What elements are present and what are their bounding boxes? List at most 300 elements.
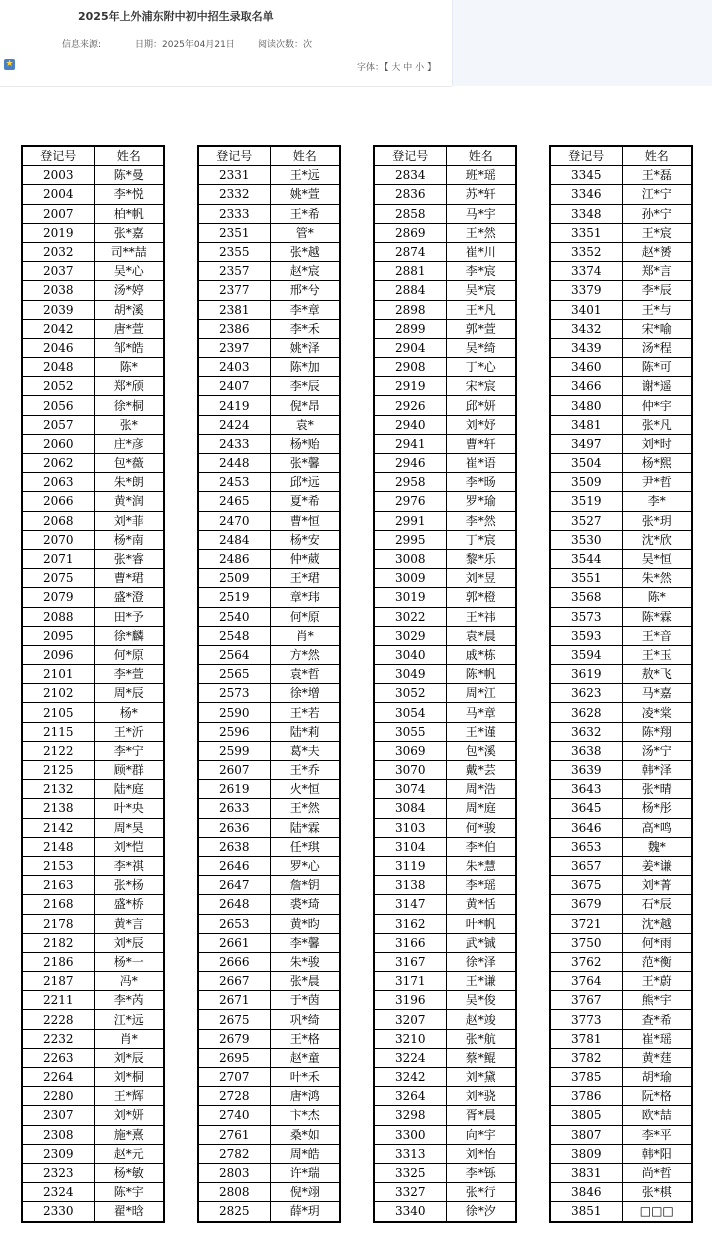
student-name-cell: □□□: [622, 1202, 692, 1222]
reg-number-cell: 2590: [198, 703, 270, 722]
table-row: [374, 492, 516, 511]
reg-number-cell: 2803: [198, 1163, 270, 1182]
reg-number-cell: 3019: [374, 588, 446, 607]
student-name-cell: 于*茵: [270, 991, 340, 1010]
reg-number-cell: 3481: [550, 415, 622, 434]
reg-number-cell: 2728: [198, 1087, 270, 1106]
student-name-cell: 徐*增: [270, 684, 340, 703]
student-name-cell: 陆*霖: [270, 818, 340, 837]
table-row: [374, 684, 516, 703]
student-name-cell: 魏*: [622, 837, 692, 856]
table-row: [374, 780, 516, 799]
reg-number-cell: 2638: [198, 837, 270, 856]
reg-number-cell: 2046: [22, 338, 94, 357]
reg-number-cell: 3638: [550, 741, 622, 760]
student-name-cell: 徐*泽: [446, 952, 516, 971]
student-name-cell: 李*辰: [270, 377, 340, 396]
reg-number-cell: 2182: [22, 933, 94, 952]
table-row: [374, 952, 516, 971]
table-row: [198, 473, 340, 492]
reg-number-cell: 3166: [374, 933, 446, 952]
table-row: [374, 607, 516, 626]
reg-number-cell: 2142: [22, 818, 94, 837]
reg-number-cell: 2836: [374, 185, 446, 204]
table-row: [22, 722, 164, 741]
student-name-cell: 江*宁: [622, 185, 692, 204]
reg-number-cell: 3762: [550, 952, 622, 971]
reg-number-cell: 2424: [198, 415, 270, 434]
reg-number-cell: 3573: [550, 607, 622, 626]
table-row: [374, 396, 516, 415]
table-row: [22, 780, 164, 799]
reg-number-cell: 3519: [550, 492, 622, 511]
table-row: [22, 300, 164, 319]
table-row: [198, 1010, 340, 1029]
student-name-cell: 周*昊: [94, 818, 164, 837]
table-row: [550, 837, 692, 856]
reg-number-cell: 2042: [22, 319, 94, 338]
star-icon[interactable]: ★: [5, 59, 14, 69]
reg-number-cell: 3029: [374, 626, 446, 645]
student-name-cell: 翟*晗: [94, 1202, 164, 1222]
student-name-cell: 李*铄: [446, 1163, 516, 1182]
reg-number-cell: 3504: [550, 454, 622, 473]
table-row: [22, 1183, 164, 1202]
student-name-cell: 盛*桥: [94, 895, 164, 914]
student-name-cell: 刘*妤: [446, 415, 516, 434]
table-row: [374, 281, 516, 300]
student-name-cell: 任*琪: [270, 837, 340, 856]
table-row: [550, 991, 692, 1010]
student-name-cell: 范*衡: [622, 952, 692, 971]
table-row: [22, 262, 164, 281]
reg-number-cell: 2740: [198, 1106, 270, 1125]
student-name-cell: 王*谦: [446, 972, 516, 991]
reg-number-cell: 2881: [374, 262, 446, 281]
student-name-cell: 夏*希: [270, 492, 340, 511]
reg-number-cell: 2007: [22, 204, 94, 223]
reg-number-cell: 2633: [198, 799, 270, 818]
table-row: [198, 1163, 340, 1182]
table-row: [198, 1125, 340, 1144]
table-row: [22, 223, 164, 242]
col-header-name: 姓名: [622, 146, 692, 166]
reg-number-cell: 2940: [374, 415, 446, 434]
reg-number-cell: 3781: [550, 1029, 622, 1048]
reg-number-cell: 2280: [22, 1087, 94, 1106]
reg-number-cell: 2377: [198, 281, 270, 300]
reg-number-cell: 2667: [198, 972, 270, 991]
student-name-cell: 沈*越: [622, 914, 692, 933]
reg-number-cell: 2066: [22, 492, 94, 511]
student-name-cell: 胥*晨: [446, 1106, 516, 1125]
table-row: [550, 281, 692, 300]
student-name-cell: 汤*程: [622, 338, 692, 357]
table-row: [22, 166, 164, 185]
student-name-cell: 王*音: [622, 626, 692, 645]
reg-number-cell: 2019: [22, 223, 94, 242]
table-row: [22, 454, 164, 473]
student-name-cell: 徐*麟: [94, 626, 164, 645]
reg-number-cell: 2178: [22, 914, 94, 933]
student-name-cell: 汤*宁: [622, 741, 692, 760]
student-name-cell: 庄*彦: [94, 434, 164, 453]
table-row: [374, 799, 516, 818]
student-name-cell: 何*原: [270, 607, 340, 626]
student-name-cell: 李*平: [622, 1125, 692, 1144]
table-row: [198, 837, 340, 856]
table-row: [550, 1125, 692, 1144]
reg-number-cell: 3346: [550, 185, 622, 204]
student-name-cell: 陆*庭: [94, 780, 164, 799]
reg-number-cell: 2038: [22, 281, 94, 300]
reg-number-cell: 3809: [550, 1144, 622, 1163]
reg-number-cell: 3103: [374, 818, 446, 837]
student-name-cell: 刘*时: [622, 434, 692, 453]
student-name-cell: 王*辉: [94, 1087, 164, 1106]
reg-number-cell: 2138: [22, 799, 94, 818]
table-row: [22, 741, 164, 760]
font-small-button[interactable]: 小: [415, 63, 425, 73]
student-name-cell: 王*凡: [446, 300, 516, 319]
table-row: [550, 434, 692, 453]
table-row: [198, 377, 340, 396]
reg-number-cell: 3764: [550, 972, 622, 991]
table-row: [550, 780, 692, 799]
reg-number-cell: 3786: [550, 1087, 622, 1106]
student-name-cell: 薛*玥: [270, 1202, 340, 1222]
table-row: [550, 223, 692, 242]
reg-number-cell: 2228: [22, 1010, 94, 1029]
student-name-cell: 肖*: [270, 626, 340, 645]
student-name-cell: 陈*霖: [622, 607, 692, 626]
table-row: [550, 262, 692, 281]
reg-number-cell: 2307: [22, 1106, 94, 1125]
student-name-cell: 姚*萱: [270, 185, 340, 204]
col-header-id: 登记号: [22, 146, 94, 166]
table-row: [550, 914, 692, 933]
reg-number-cell: 2419: [198, 396, 270, 415]
table-row: [22, 1163, 164, 1182]
reg-number-cell: 3351: [550, 223, 622, 242]
student-name-cell: 武*铖: [446, 933, 516, 952]
table-row: [550, 454, 692, 473]
reg-number-cell: 2448: [198, 454, 270, 473]
reg-number-cell: 3147: [374, 895, 446, 914]
reg-number-cell: 3340: [374, 1202, 446, 1222]
student-name-cell: 柏*帆: [94, 204, 164, 223]
table-row: [198, 818, 340, 837]
table-row: [374, 1029, 516, 1048]
reg-number-cell: 2332: [198, 185, 270, 204]
student-name-cell: 杨*熙: [622, 454, 692, 473]
table-row: [198, 1029, 340, 1048]
reg-number-cell: 2232: [22, 1029, 94, 1048]
student-name-cell: 火*恒: [270, 780, 340, 799]
reg-number-cell: 3750: [550, 933, 622, 952]
student-name-cell: 徐*汐: [446, 1202, 516, 1222]
table-row: [22, 972, 164, 991]
table-row: [374, 454, 516, 473]
student-name-cell: 陈*可: [622, 358, 692, 377]
reg-number-cell: 2695: [198, 1048, 270, 1067]
reg-number-cell: 3300: [374, 1125, 446, 1144]
reg-number-cell: 2636: [198, 818, 270, 837]
student-name-cell: 裘*琦: [270, 895, 340, 914]
table-row: [550, 338, 692, 357]
student-name-cell: 桑*如: [270, 1125, 340, 1144]
table-row: [22, 1029, 164, 1048]
table-row: [550, 799, 692, 818]
reg-number-cell: 2808: [198, 1183, 270, 1202]
reg-number-cell: 3224: [374, 1048, 446, 1067]
reg-number-cell: 3773: [550, 1010, 622, 1029]
reg-number-cell: 2323: [22, 1163, 94, 1182]
table-row: [198, 1144, 340, 1163]
table-row: [374, 1125, 516, 1144]
reg-number-cell: 2095: [22, 626, 94, 645]
table-row: [198, 281, 340, 300]
table-row: [550, 530, 692, 549]
reg-number-cell: 2904: [374, 338, 446, 357]
reg-number-cell: 3196: [374, 991, 446, 1010]
student-name-cell: 王*格: [270, 1029, 340, 1048]
reg-number-cell: 2386: [198, 319, 270, 338]
reg-number-cell: 3162: [374, 914, 446, 933]
reg-number-cell: 2351: [198, 223, 270, 242]
student-name-cell: 周*辰: [94, 684, 164, 703]
reg-number-cell: 3619: [550, 665, 622, 684]
student-name-cell: 卞*杰: [270, 1106, 340, 1125]
student-name-cell: 张*凡: [622, 415, 692, 434]
reg-number-cell: 2122: [22, 741, 94, 760]
student-name-cell: 李*辰: [622, 281, 692, 300]
font-medium-button[interactable]: 中: [403, 63, 413, 73]
reg-number-cell: 3593: [550, 626, 622, 645]
table-row: [198, 856, 340, 875]
reg-number-cell: 3439: [550, 338, 622, 357]
reg-number-cell: 3846: [550, 1183, 622, 1202]
table-row: [374, 933, 516, 952]
reg-number-cell: 3657: [550, 856, 622, 875]
student-name-cell: 杨*一: [94, 952, 164, 971]
reg-number-cell: 3009: [374, 569, 446, 588]
student-name-cell: 苏*轩: [446, 185, 516, 204]
student-name-cell: 熊*宇: [622, 991, 692, 1010]
student-name-cell: 曹*轩: [446, 434, 516, 453]
student-name-cell: 刘*昱: [446, 569, 516, 588]
reg-number-cell: 2653: [198, 914, 270, 933]
table-row: [22, 914, 164, 933]
table-row: [198, 780, 340, 799]
table-row: [198, 684, 340, 703]
font-large-button[interactable]: 大: [391, 63, 401, 73]
reg-number-cell: 3074: [374, 780, 446, 799]
student-name-cell: 陈*帆: [446, 665, 516, 684]
reg-number-cell: 2926: [374, 396, 446, 415]
table-row: [374, 338, 516, 357]
student-name-cell: 吴*绮: [446, 338, 516, 357]
student-name-cell: 杨*南: [94, 530, 164, 549]
table-row: [22, 338, 164, 357]
reg-number-cell: 3052: [374, 684, 446, 703]
student-name-cell: 袁*哲: [270, 665, 340, 684]
student-name-cell: 李*瑶: [446, 876, 516, 895]
reg-number-cell: 3851: [550, 1202, 622, 1222]
reg-number-cell: 2132: [22, 780, 94, 799]
table-row: [198, 166, 340, 185]
table-row: [198, 454, 340, 473]
table-row: [22, 569, 164, 588]
reg-number-cell: 3379: [550, 281, 622, 300]
table-row: [550, 761, 692, 780]
reg-number-cell: 2115: [22, 722, 94, 741]
reg-number-cell: 2163: [22, 876, 94, 895]
table-row: [198, 1087, 340, 1106]
table-row: [550, 1106, 692, 1125]
reg-number-cell: 3527: [550, 511, 622, 530]
reg-number-cell: 2003: [22, 166, 94, 185]
student-name-cell: 黄*恬: [446, 895, 516, 914]
reg-number-cell: 2675: [198, 1010, 270, 1029]
reg-number-cell: 3327: [374, 1183, 446, 1202]
student-name-cell: 敖*飞: [622, 665, 692, 684]
student-name-cell: 崔*瑶: [622, 1029, 692, 1048]
reg-number-cell: 3628: [550, 703, 622, 722]
student-name-cell: 叶*禾: [270, 1068, 340, 1087]
reg-number-cell: 3022: [374, 607, 446, 626]
table-row: [22, 856, 164, 875]
table-row: [374, 1068, 516, 1087]
table-row: [374, 972, 516, 991]
student-name-cell: 崔*川: [446, 242, 516, 261]
table-row: [550, 1048, 692, 1067]
reg-number-cell: 2646: [198, 856, 270, 875]
student-name-cell: 高*鸣: [622, 818, 692, 837]
student-name-cell: 赵*赟: [622, 242, 692, 261]
table-row: [198, 741, 340, 760]
table-row: [198, 223, 340, 242]
table-row: [22, 703, 164, 722]
reg-number-cell: 3805: [550, 1106, 622, 1125]
reg-number-cell: 2056: [22, 396, 94, 415]
table-row: [22, 319, 164, 338]
font-label: 字体：【: [357, 63, 389, 73]
table-row: [22, 415, 164, 434]
student-name-cell: 王*宸: [622, 223, 692, 242]
reg-number-cell: 3325: [374, 1163, 446, 1182]
reg-number-cell: 2548: [198, 626, 270, 645]
table-row: [198, 1106, 340, 1125]
student-name-cell: 李*祺: [94, 856, 164, 875]
reg-number-cell: 2486: [198, 549, 270, 568]
student-name-cell: 石*辰: [622, 895, 692, 914]
table-row: [550, 569, 692, 588]
student-name-cell: 张*航: [446, 1029, 516, 1048]
table-row: [374, 569, 516, 588]
reg-number-cell: 2919: [374, 377, 446, 396]
student-name-cell: 李*然: [446, 511, 516, 530]
reg-number-cell: 3480: [550, 396, 622, 415]
student-name-cell: 巩*绮: [270, 1010, 340, 1029]
reg-number-cell: 3348: [550, 204, 622, 223]
student-name-cell: 赵*宸: [270, 262, 340, 281]
student-name-cell: 张*晴: [622, 780, 692, 799]
student-name-cell: 张*: [94, 415, 164, 434]
table-row: [198, 722, 340, 741]
reg-number-cell: 3242: [374, 1068, 446, 1087]
reg-number-cell: 2565: [198, 665, 270, 684]
table-row: [22, 1125, 164, 1144]
reg-number-cell: 2060: [22, 434, 94, 453]
student-name-cell: 章*玮: [270, 588, 340, 607]
reg-number-cell: 3623: [550, 684, 622, 703]
student-name-cell: 李*芮: [94, 991, 164, 1010]
student-name-cell: 曹*珺: [94, 569, 164, 588]
table-row: [198, 588, 340, 607]
reg-number-cell: 3497: [550, 434, 622, 453]
reg-number-cell: 2671: [198, 991, 270, 1010]
student-name-cell: 王*与: [622, 300, 692, 319]
table-row: [374, 645, 516, 664]
admission-table-2: [197, 145, 341, 1223]
table-row: [198, 933, 340, 952]
reg-number-cell: 2619: [198, 780, 270, 799]
student-name-cell: 黄*润: [94, 492, 164, 511]
reg-number-cell: 2858: [374, 204, 446, 223]
student-name-cell: 邢*兮: [270, 281, 340, 300]
student-name-cell: 王*沂: [94, 722, 164, 741]
student-name-cell: 王*乔: [270, 761, 340, 780]
table-row: [198, 799, 340, 818]
table-row: [22, 473, 164, 492]
table-row: [550, 1010, 692, 1029]
reg-number-cell: 2884: [374, 281, 446, 300]
col-header-name: 姓名: [270, 146, 340, 166]
reg-number-cell: 2355: [198, 242, 270, 261]
reg-number-cell: 2782: [198, 1144, 270, 1163]
table-row: [550, 358, 692, 377]
table-row: [550, 952, 692, 971]
reg-number-cell: 3167: [374, 952, 446, 971]
table-row: [550, 645, 692, 664]
table-row: [198, 569, 340, 588]
student-name-cell: 周*江: [446, 684, 516, 703]
table-row: [374, 626, 516, 645]
student-name-cell: 包*溪: [446, 741, 516, 760]
student-name-cell: 朱*慧: [446, 856, 516, 875]
reg-number-cell: 2564: [198, 645, 270, 664]
student-name-cell: 何*原: [94, 645, 164, 664]
reg-number-cell: 3298: [374, 1106, 446, 1125]
table-row: [374, 588, 516, 607]
reg-number-cell: 3645: [550, 799, 622, 818]
student-name-cell: 刘*桐: [94, 1068, 164, 1087]
table-row: [374, 761, 516, 780]
student-name-cell: 赵*竣: [446, 1010, 516, 1029]
student-name-cell: 郭*橙: [446, 588, 516, 607]
student-name-cell: 刘*骁: [446, 1087, 516, 1106]
reg-number-cell: 3313: [374, 1144, 446, 1163]
student-name-cell: 汤*婷: [94, 281, 164, 300]
student-name-cell: 朱*朗: [94, 473, 164, 492]
admission-table-1: [21, 145, 165, 1223]
table-row: [22, 895, 164, 914]
table-row: [374, 722, 516, 741]
student-name-cell: 罗*心: [270, 856, 340, 875]
student-name-cell: 王*然: [446, 223, 516, 242]
reg-number-cell: 2433: [198, 434, 270, 453]
